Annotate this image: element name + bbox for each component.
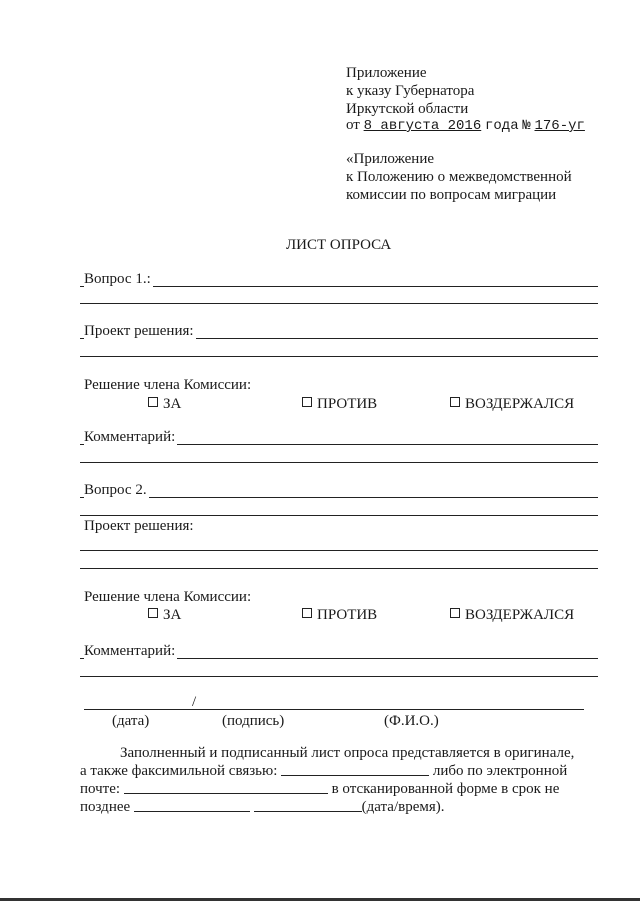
decision-1-label: Решение члена Комиссии:	[84, 377, 252, 393]
year-word: года	[484, 118, 519, 134]
footer-line-2: а также факсимильной связью: либо по электронной	[80, 763, 568, 779]
decree-date: 8 августа 2016	[363, 118, 482, 134]
footer-paragraph	[80, 744, 594, 816]
decision-1-abstain[interactable]: ВОЗДЕРЖАЛСЯ	[450, 395, 574, 413]
header-line-2: к указу Губернатора	[346, 83, 475, 99]
checkbox-icon	[450, 608, 460, 618]
question-1-line[interactable]	[80, 286, 598, 287]
header-line-3: Иркутской области	[346, 101, 469, 117]
fax-field[interactable]	[281, 762, 429, 776]
decision-2-label: Решение члена Комиссии:	[84, 589, 252, 605]
deadline-date-field[interactable]	[134, 798, 250, 812]
question-1-extra-line[interactable]	[80, 303, 598, 304]
date-caption: (дата)	[112, 713, 150, 729]
page-title: ЛИСТ ОПРОСА	[286, 237, 392, 253]
project-2-extra-line[interactable]	[80, 568, 598, 569]
checkbox-icon	[148, 608, 158, 618]
comment-2-extra-line[interactable]	[80, 676, 598, 677]
decision-2-abstain[interactable]: ВОЗДЕРЖАЛСЯ	[450, 606, 574, 624]
signature-caption: (подпись)	[222, 713, 285, 729]
decision-2-for[interactable]: ЗА	[148, 606, 181, 624]
subheader-line-3: комиссии по вопросам миграции	[346, 187, 557, 203]
comment-2-label: Комментарий:	[84, 643, 176, 659]
project-2-line[interactable]	[80, 550, 598, 551]
decree-number: 176-уг	[534, 118, 585, 134]
project-2-label: Проект решения:	[84, 518, 194, 534]
checkbox-icon	[450, 397, 460, 407]
project-1-extra-line[interactable]	[80, 356, 598, 357]
email-field[interactable]	[124, 780, 328, 794]
comment-1-extra-line[interactable]	[80, 462, 598, 463]
number-sign: №	[522, 118, 531, 134]
name-caption: (Ф.И.О.)	[384, 713, 439, 729]
decision-1-against[interactable]: ПРОТИВ	[302, 395, 377, 413]
question-2-line[interactable]	[80, 497, 598, 498]
footer-line-1: Заполненный и подписанный лист опроса представляется в оригинале,	[120, 745, 575, 761]
scan-bottom-edge	[0, 898, 640, 901]
header-date-row	[346, 116, 585, 135]
signature-line[interactable]	[84, 709, 584, 710]
checkbox-icon	[302, 397, 312, 407]
question-2-extra-line[interactable]	[80, 515, 598, 516]
checkbox-icon	[148, 397, 158, 407]
deadline-time-field[interactable]	[254, 798, 362, 812]
footer-line-3: почте: в отсканированной форме в срок не	[80, 781, 560, 797]
decision-2-against[interactable]: ПРОТИВ	[302, 606, 377, 624]
subheader-line-2: к Положению о межведомственной	[346, 169, 572, 185]
date-prefix: от	[346, 117, 360, 133]
project-1-label: Проект решения:	[84, 323, 194, 339]
question-2-label: Вопрос 2.	[84, 482, 147, 498]
footer-line-4: позднее (дата/время).	[80, 799, 445, 815]
decision-1-for[interactable]: ЗА	[148, 395, 181, 413]
signature-separator: /	[192, 694, 197, 710]
header-line-1: Приложение	[346, 65, 427, 81]
subheader-line-1: «Приложение	[346, 151, 435, 167]
question-1-label: Вопрос 1.:	[84, 271, 151, 287]
checkbox-icon	[302, 608, 312, 618]
comment-1-label: Комментарий:	[84, 429, 176, 445]
